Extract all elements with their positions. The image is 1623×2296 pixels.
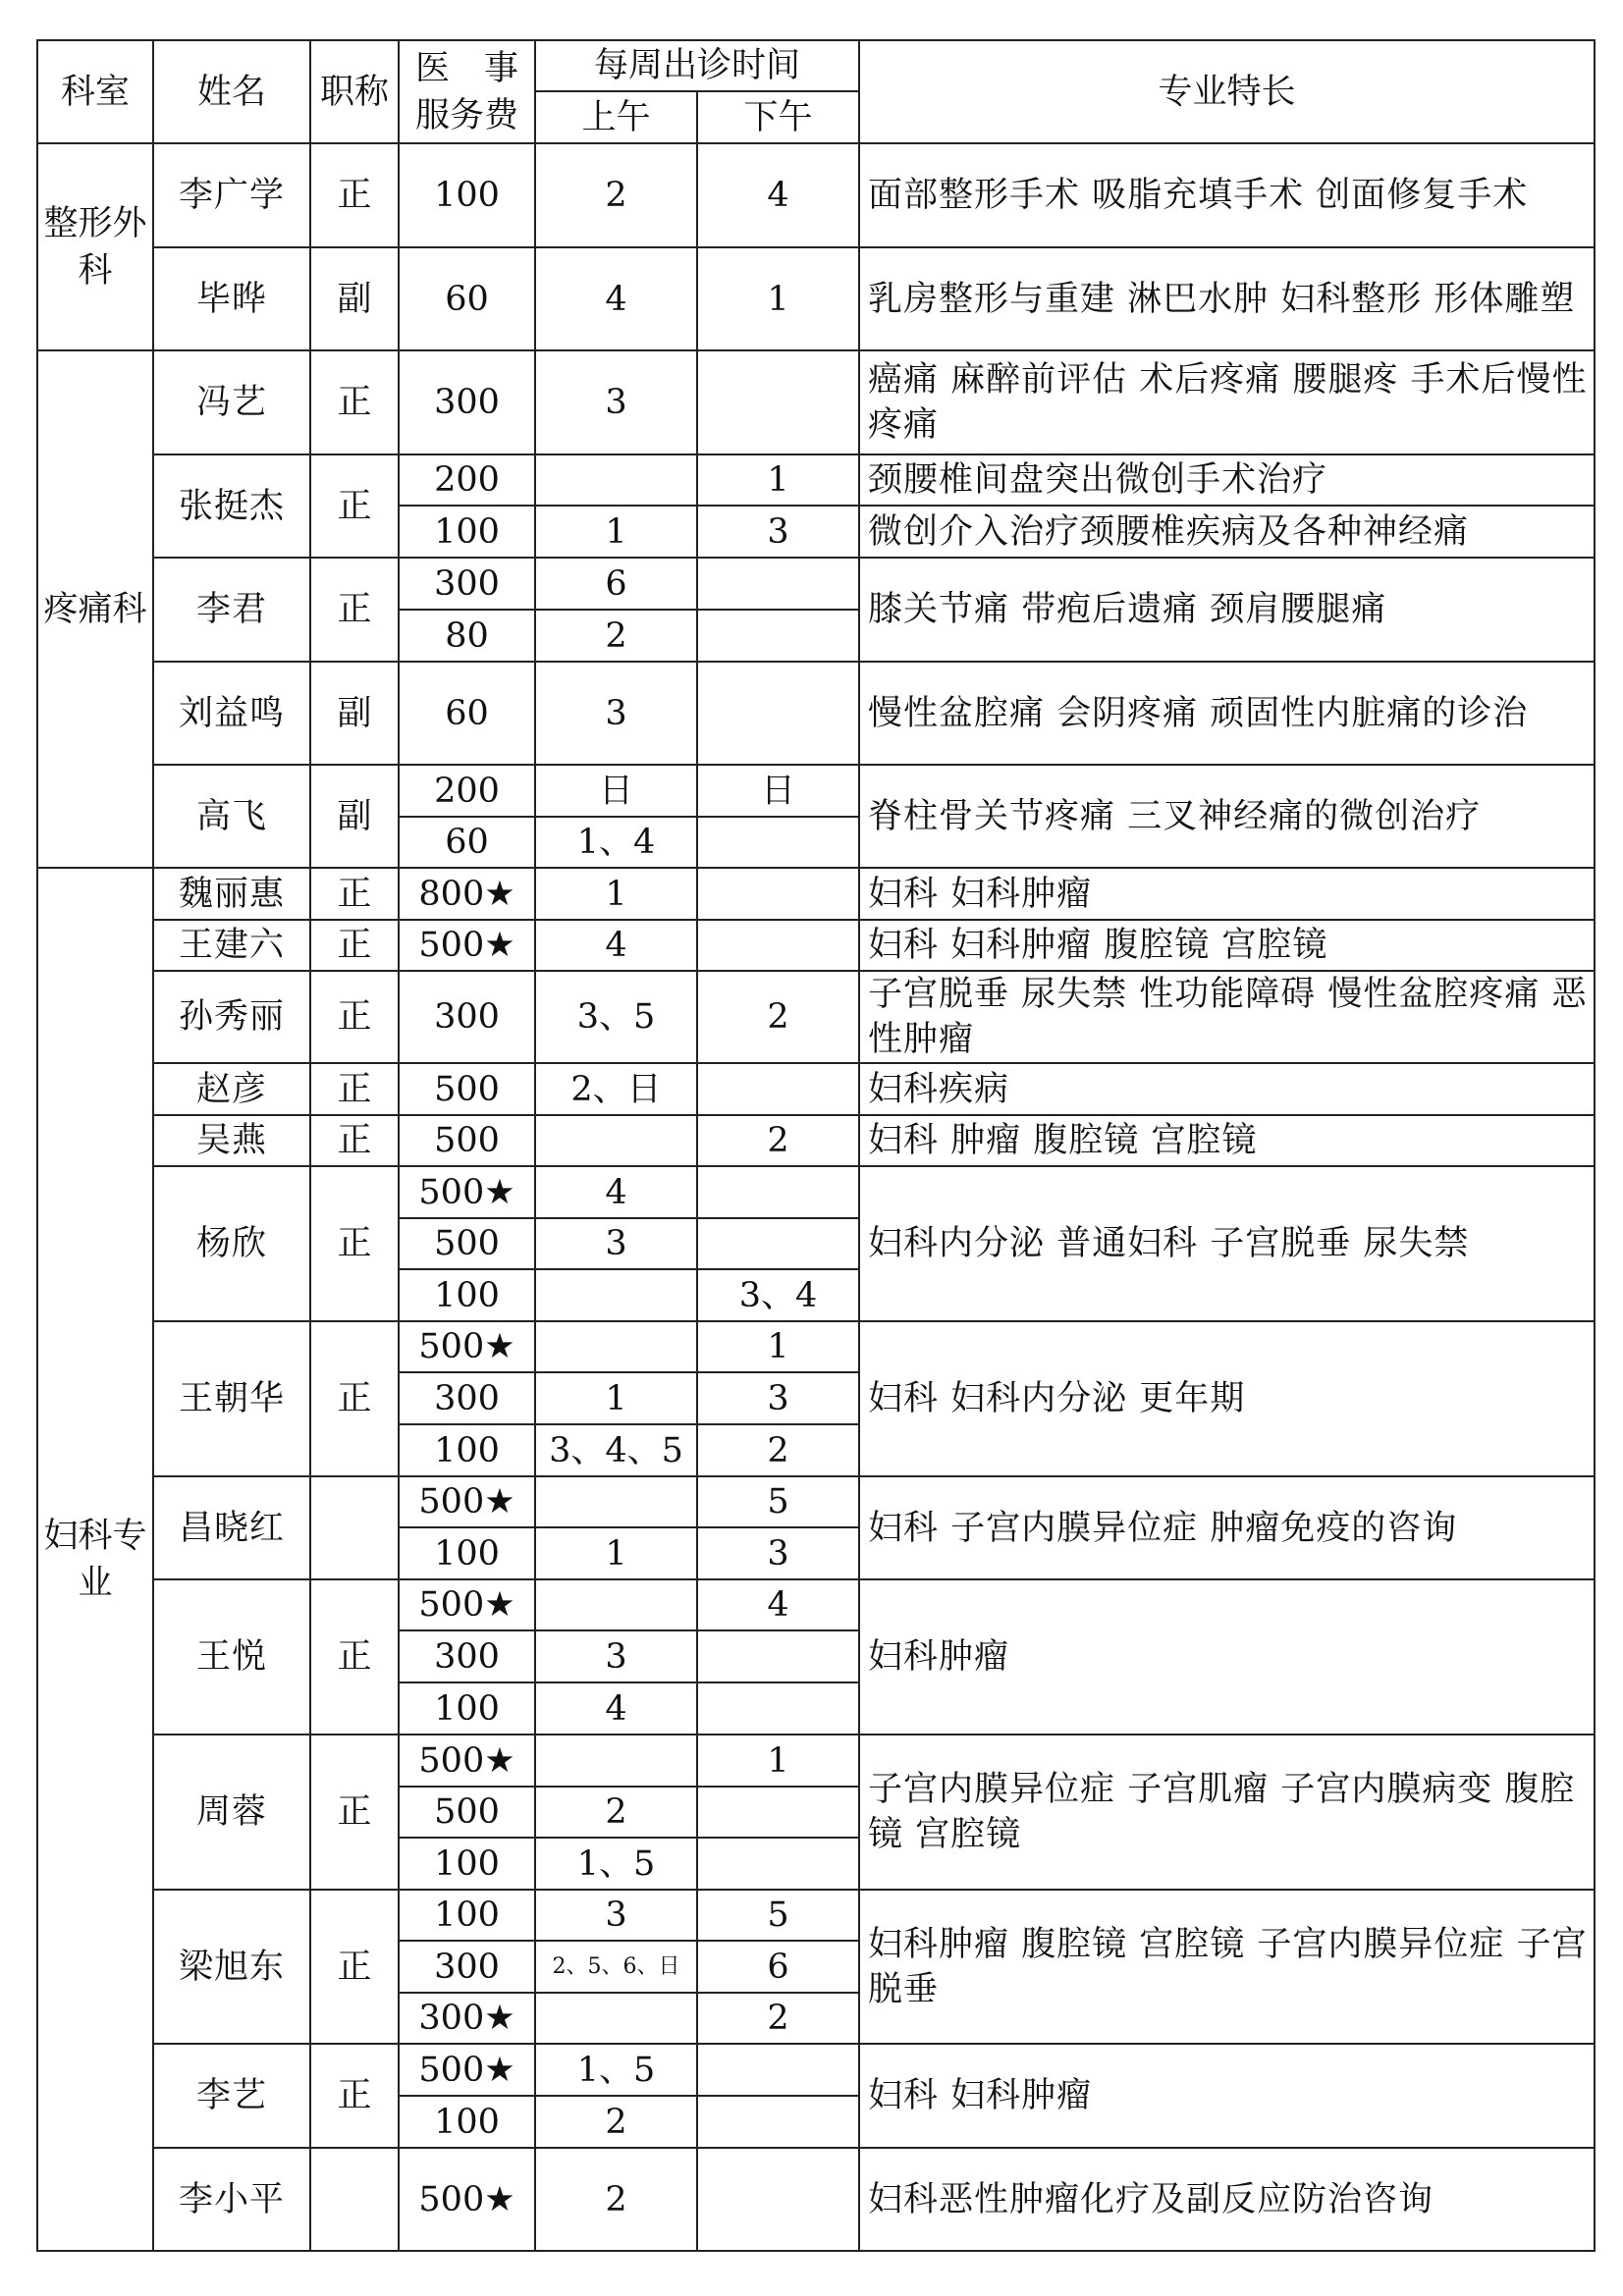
fee-cell: 100 <box>399 1269 535 1321</box>
morning-cell: 4 <box>535 1682 697 1735</box>
specialty-cell: 妇科 子宫内膜异位症 肿瘤免疫的咨询 <box>859 1476 1595 1579</box>
specialty-cell: 癌痛 麻醉前评估 术后疼痛 腰腿疼 手术后慢性疼痛 <box>859 350 1595 454</box>
doctor-title: 副 <box>310 765 399 868</box>
header-afternoon: 下午 <box>697 91 859 143</box>
doctor-title: 正 <box>310 1579 399 1735</box>
table-row <box>37 558 1595 610</box>
doctor-name: 李艺 <box>153 2044 310 2148</box>
morning-cell <box>535 1993 697 2044</box>
doctor-name: 杨欣 <box>153 1166 310 1321</box>
specialty-cell: 妇科肿瘤 腹腔镜 宫腔镜 子宫内膜异位症 子宫脱垂 <box>859 1890 1595 2044</box>
afternoon-cell: 3、4 <box>697 1269 859 1321</box>
afternoon-cell <box>697 920 859 971</box>
doctor-title: 正 <box>310 1321 399 1476</box>
afternoon-cell <box>697 2044 859 2096</box>
fee-cell: 100 <box>399 1424 535 1476</box>
morning-cell: 3、4、5 <box>535 1424 697 1476</box>
afternoon-cell: 5 <box>697 1890 859 1941</box>
morning-cell: 6 <box>535 558 697 610</box>
specialty-cell: 脊柱骨关节疼痛 三叉神经痛的微创治疗 <box>859 765 1595 868</box>
fee-cell: 500 <box>399 1787 535 1838</box>
doctor-title: 正 <box>310 143 399 247</box>
morning-cell: 3 <box>535 1630 697 1682</box>
doctor-name: 梁旭东 <box>153 1890 310 2044</box>
header-title: 职称 <box>310 40 399 143</box>
fee-cell: 60 <box>399 247 535 350</box>
fee-cell: 500 <box>399 1115 535 1166</box>
doctor-name: 周蓉 <box>153 1735 310 1890</box>
fee-cell: 100 <box>399 506 535 558</box>
doctor-name: 高飞 <box>153 765 310 868</box>
morning-cell: 1、4 <box>535 817 697 868</box>
table-row <box>37 765 1595 817</box>
afternoon-cell: 4 <box>697 1579 859 1630</box>
morning-cell: 日 <box>535 765 697 817</box>
afternoon-cell <box>697 1630 859 1682</box>
doctor-name: 毕晔 <box>153 247 310 350</box>
afternoon-cell: 1 <box>697 454 859 506</box>
fee-cell: 100 <box>399 143 535 247</box>
table-row <box>37 1166 1595 1218</box>
doctor-title: 正 <box>310 971 399 1063</box>
fee-cell: 500★ <box>399 1579 535 1630</box>
doctor-name: 张挺杰 <box>153 454 310 558</box>
table-row <box>37 2044 1595 2096</box>
table-row <box>37 1579 1595 1630</box>
afternoon-cell <box>697 662 859 765</box>
morning-cell: 2 <box>535 143 697 247</box>
fee-cell: 500 <box>399 1218 535 1269</box>
fee-cell: 100 <box>399 1527 535 1579</box>
specialty-cell: 妇科 妇科肿瘤 <box>859 2044 1595 2148</box>
fee-cell: 500★ <box>399 1166 535 1218</box>
afternoon-cell: 2 <box>697 1424 859 1476</box>
morning-cell <box>535 1735 697 1787</box>
fee-cell: 300 <box>399 1941 535 1993</box>
header-dept: 科室 <box>37 40 153 143</box>
morning-cell: 4 <box>535 247 697 350</box>
header-specialty: 专业特长 <box>859 40 1595 143</box>
fee-cell: 800★ <box>399 868 535 920</box>
morning-cell: 1、5 <box>535 2044 697 2096</box>
specialty-cell: 妇科肿瘤 <box>859 1579 1595 1735</box>
morning-cell: 3 <box>535 662 697 765</box>
fee-cell: 60 <box>399 817 535 868</box>
morning-cell: 3、5 <box>535 971 697 1063</box>
fee-cell: 300 <box>399 350 535 454</box>
afternoon-cell: 3 <box>697 1372 859 1424</box>
specialty-cell: 妇科 妇科内分泌 更年期 <box>859 1321 1595 1476</box>
table-row <box>37 143 1595 247</box>
specialty-cell: 妇科 妇科肿瘤 <box>859 868 1595 920</box>
doctor-title <box>310 2148 399 2251</box>
afternoon-cell: 3 <box>697 1527 859 1579</box>
morning-cell: 1、5 <box>535 1838 697 1890</box>
morning-cell: 3 <box>535 350 697 454</box>
header-fee-line1: 医 事 <box>414 48 518 88</box>
morning-cell: 2 <box>535 2148 697 2251</box>
doctor-title: 正 <box>310 1735 399 1890</box>
afternoon-cell <box>697 2148 859 2251</box>
table-row <box>37 1890 1595 1941</box>
afternoon-cell <box>697 558 859 610</box>
afternoon-cell <box>697 817 859 868</box>
doctor-name: 刘益鸣 <box>153 662 310 765</box>
morning-cell: 1 <box>535 506 697 558</box>
header-fee <box>399 40 535 143</box>
afternoon-cell <box>697 1838 859 1890</box>
specialty-cell: 子宫脱垂 尿失禁 性功能障碍 慢性盆腔疼痛 恶性肿瘤 <box>859 971 1595 1063</box>
doctor-title: 正 <box>310 868 399 920</box>
department-cell: 整形外科 <box>37 143 153 350</box>
fee-cell: 60 <box>399 662 535 765</box>
table-row <box>37 1063 1595 1115</box>
morning-cell: 3 <box>535 1890 697 1941</box>
doctor-name: 昌晓红 <box>153 1476 310 1579</box>
specialty-cell: 妇科恶性肿瘤化疗及副反应防治咨询 <box>859 2148 1595 2251</box>
morning-cell: 2 <box>535 1787 697 1838</box>
fee-cell: 500★ <box>399 1476 535 1527</box>
afternoon-cell <box>697 350 859 454</box>
header-fee-line2: 服务费 <box>414 95 518 135</box>
table-row <box>37 662 1595 765</box>
doctor-title: 正 <box>310 2044 399 2148</box>
doctor-title: 正 <box>310 558 399 662</box>
fee-cell: 500★ <box>399 2044 535 2096</box>
morning-cell: 1 <box>535 868 697 920</box>
fee-cell: 300 <box>399 558 535 610</box>
afternoon-cell: 日 <box>697 765 859 817</box>
table-row <box>37 1115 1595 1166</box>
morning-cell: 1 <box>535 1527 697 1579</box>
doctor-name: 孙秀丽 <box>153 971 310 1063</box>
fee-cell: 200 <box>399 765 535 817</box>
doctor-name: 赵彦 <box>153 1063 310 1115</box>
doctor-title: 正 <box>310 1890 399 2044</box>
morning-cell <box>535 454 697 506</box>
schedule-table <box>36 39 1596 2252</box>
afternoon-cell: 6 <box>697 1941 859 1993</box>
table-row <box>37 1476 1595 1527</box>
morning-cell: 2 <box>535 610 697 662</box>
fee-cell: 500★ <box>399 1735 535 1787</box>
afternoon-cell: 2 <box>697 1115 859 1166</box>
fee-cell: 200 <box>399 454 535 506</box>
doctor-name: 冯艺 <box>153 350 310 454</box>
afternoon-cell <box>697 1166 859 1218</box>
specialty-cell: 妇科 妇科肿瘤 腹腔镜 宫腔镜 <box>859 920 1595 971</box>
fee-cell: 500★ <box>399 920 535 971</box>
fee-cell: 300 <box>399 971 535 1063</box>
table-row <box>37 2148 1595 2251</box>
specialty-cell: 妇科疾病 <box>859 1063 1595 1115</box>
specialty-cell: 膝关节痛 带疱后遗痛 颈肩腰腿痛 <box>859 558 1595 662</box>
specialty-cell: 面部整形手术 吸脂充填手术 创面修复手术 <box>859 143 1595 247</box>
afternoon-cell: 4 <box>697 143 859 247</box>
morning-cell: 2、5、6、日 <box>535 1941 697 1993</box>
table-row <box>37 350 1595 454</box>
afternoon-cell <box>697 1218 859 1269</box>
header-schedule: 每周出诊时间 <box>535 40 859 91</box>
morning-cell <box>535 1476 697 1527</box>
table-row <box>37 1735 1595 1787</box>
fee-cell: 500★ <box>399 1321 535 1372</box>
department-cell: 疼痛科 <box>37 350 153 868</box>
department-cell: 妇科专业 <box>37 868 153 2251</box>
table-row <box>37 920 1595 971</box>
afternoon-cell <box>697 1682 859 1735</box>
table-row <box>37 454 1595 506</box>
afternoon-cell: 1 <box>697 1321 859 1372</box>
morning-cell <box>535 1269 697 1321</box>
afternoon-cell <box>697 1063 859 1115</box>
fee-cell: 500★ <box>399 2148 535 2251</box>
doctor-name: 魏丽惠 <box>153 868 310 920</box>
fee-cell: 100 <box>399 2096 535 2148</box>
doctor-name: 王朝华 <box>153 1321 310 1476</box>
table-row <box>37 971 1595 1063</box>
table-row <box>37 868 1595 920</box>
morning-cell: 4 <box>535 920 697 971</box>
afternoon-cell <box>697 2096 859 2148</box>
afternoon-cell: 1 <box>697 247 859 350</box>
table-row <box>37 1321 1595 1372</box>
doctor-title: 副 <box>310 247 399 350</box>
afternoon-cell: 3 <box>697 506 859 558</box>
doctor-name: 吴燕 <box>153 1115 310 1166</box>
fee-cell: 300★ <box>399 1993 535 2044</box>
header-morning: 上午 <box>535 91 697 143</box>
specialty-cell: 子宫内膜异位症 子宫肌瘤 子宫内膜病变 腹腔镜 宫腔镜 <box>859 1735 1595 1890</box>
afternoon-cell <box>697 868 859 920</box>
doctor-name: 王悦 <box>153 1579 310 1735</box>
fee-cell: 300 <box>399 1630 535 1682</box>
afternoon-cell <box>697 1787 859 1838</box>
doctor-title: 正 <box>310 454 399 558</box>
afternoon-cell: 1 <box>697 1735 859 1787</box>
specialty-cell: 慢性盆腔痛 会阴疼痛 顽固性内脏痛的诊治 <box>859 662 1595 765</box>
specialty-cell: 乳房整形与重建 淋巴水肿 妇科整形 形体雕塑 <box>859 247 1595 350</box>
morning-cell <box>535 1579 697 1630</box>
doctor-title: 正 <box>310 920 399 971</box>
doctor-name: 李广学 <box>153 143 310 247</box>
fee-cell: 300 <box>399 1372 535 1424</box>
morning-cell: 1 <box>535 1372 697 1424</box>
morning-cell <box>535 1321 697 1372</box>
doctor-name: 李小平 <box>153 2148 310 2251</box>
table-row <box>37 247 1595 350</box>
afternoon-cell <box>697 610 859 662</box>
morning-cell: 4 <box>535 1166 697 1218</box>
specialty-cell: 颈腰椎间盘突出微创手术治疗 <box>859 454 1595 506</box>
morning-cell: 2、日 <box>535 1063 697 1115</box>
specialty-cell: 微创介入治疗颈腰椎疾病及各种神经痛 <box>859 506 1595 558</box>
afternoon-cell: 5 <box>697 1476 859 1527</box>
fee-cell: 80 <box>399 610 535 662</box>
doctor-name: 王建六 <box>153 920 310 971</box>
doctor-title <box>310 1476 399 1579</box>
doctor-title: 正 <box>310 1063 399 1115</box>
afternoon-cell: 2 <box>697 971 859 1063</box>
doctor-title: 正 <box>310 1166 399 1321</box>
specialty-cell: 妇科内分泌 普通妇科 子宫脱垂 尿失禁 <box>859 1166 1595 1321</box>
fee-cell: 500 <box>399 1063 535 1115</box>
doctor-name: 李君 <box>153 558 310 662</box>
specialty-cell: 妇科 肿瘤 腹腔镜 宫腔镜 <box>859 1115 1595 1166</box>
doctor-title: 副 <box>310 662 399 765</box>
morning-cell <box>535 1115 697 1166</box>
header-name: 姓名 <box>153 40 310 143</box>
doctor-title: 正 <box>310 350 399 454</box>
fee-cell: 100 <box>399 1890 535 1941</box>
fee-cell: 100 <box>399 1838 535 1890</box>
doctor-title: 正 <box>310 1115 399 1166</box>
fee-cell: 100 <box>399 1682 535 1735</box>
morning-cell: 2 <box>535 2096 697 2148</box>
morning-cell: 3 <box>535 1218 697 1269</box>
afternoon-cell: 2 <box>697 1993 859 2044</box>
